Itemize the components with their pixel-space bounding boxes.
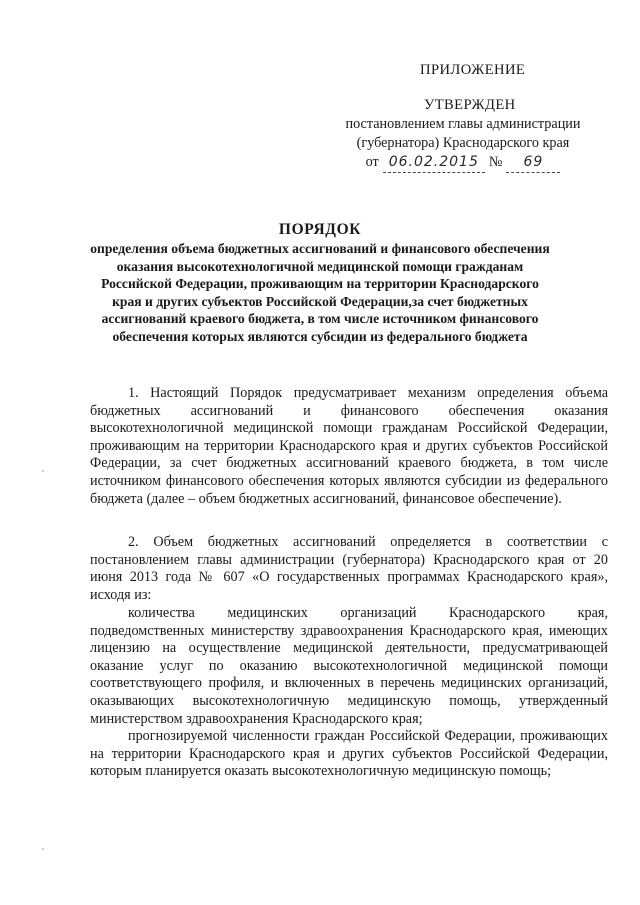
criteria-list bbox=[90, 605, 608, 781]
criteria-item-2: прогнозируемой численности граждан Российской Федерации, проживающих на территории Краснодарского края и других субъектов Российской Федерации, которым планируется оказать высокотехнологичную медицинскую помощь; bbox=[90, 728, 608, 780]
approval-block bbox=[318, 115, 608, 173]
paragraph-1-text: 1. Настоящий Порядок предусматривает механизм определения объема бюджетных ассигнований и финансового обеспечения оказания высокотехнологичной медицинской помощи гражданам Российской Федерации, проживающим на территории Краснодарского края и других субъектов Российской Федерации, за счет бюджетных ассигнований краевого бюджета, в том числе источником финансового обеспечения которых являются субсидии из федерального бюджета (далее – объем бюджетных ассигнований, финансовое обеспечение). bbox=[90, 385, 608, 507]
approval-line-1: постановлением главы администрации bbox=[345, 116, 581, 132]
handwritten-number: 69 bbox=[506, 153, 560, 173]
paragraph-1 bbox=[90, 385, 608, 508]
paragraph-2 bbox=[90, 534, 608, 604]
approval-line-2: (губернатора) Краснодарского края bbox=[356, 135, 570, 151]
scan-dot bbox=[42, 470, 44, 472]
number-label: № bbox=[488, 154, 503, 170]
document-title: ПОРЯДОК bbox=[278, 221, 362, 238]
document-subtitle: определения объема бюджетных ассигнований и финансового обеспечения оказания высокотехнологичной медицинской помощи гражданам Российской Федерации, проживающим на территории Краснодарского края и других субъектов Российской Федерации,за счет бюджетных ассигнований краевого бюджета, в том числе источником финансового обеспечения которых являются субсидии из федерального бюджета bbox=[90, 241, 550, 344]
appendix-label: ПРИЛОЖЕНИЕ bbox=[420, 62, 526, 78]
paragraph-2-text: 2. Объем бюджетных ассигнований определяется в соответствии с постановлением главы администрации (губернатора) Краснодарского края от 20 июня 2013 года № 607 «О государственных программах Краснодарского края», исходя из: bbox=[90, 534, 608, 603]
approved-label: УТВЕРЖДЕН bbox=[424, 97, 516, 113]
criteria-item-1: количества медицинских организаций Краснодарского края, подведомственных министерству здравоохранения Краснодарского края, имеющих лицензию на осуществление медицинской деятельности, предусматривающей оказание услуг по оказанию высокотехнологичной медицинской помощи соответствующего профиля, и включенных в перечень медицинских организаций, оказывающих высокотехнологичную медицинскую помощь, утвержденный министерством здравоохранения Краснодарского края; bbox=[90, 605, 608, 727]
scan-dot bbox=[42, 848, 44, 850]
handwritten-date: 06.02.2015 bbox=[383, 153, 485, 173]
approval-date-number bbox=[318, 153, 608, 173]
from-label: от bbox=[365, 154, 379, 170]
